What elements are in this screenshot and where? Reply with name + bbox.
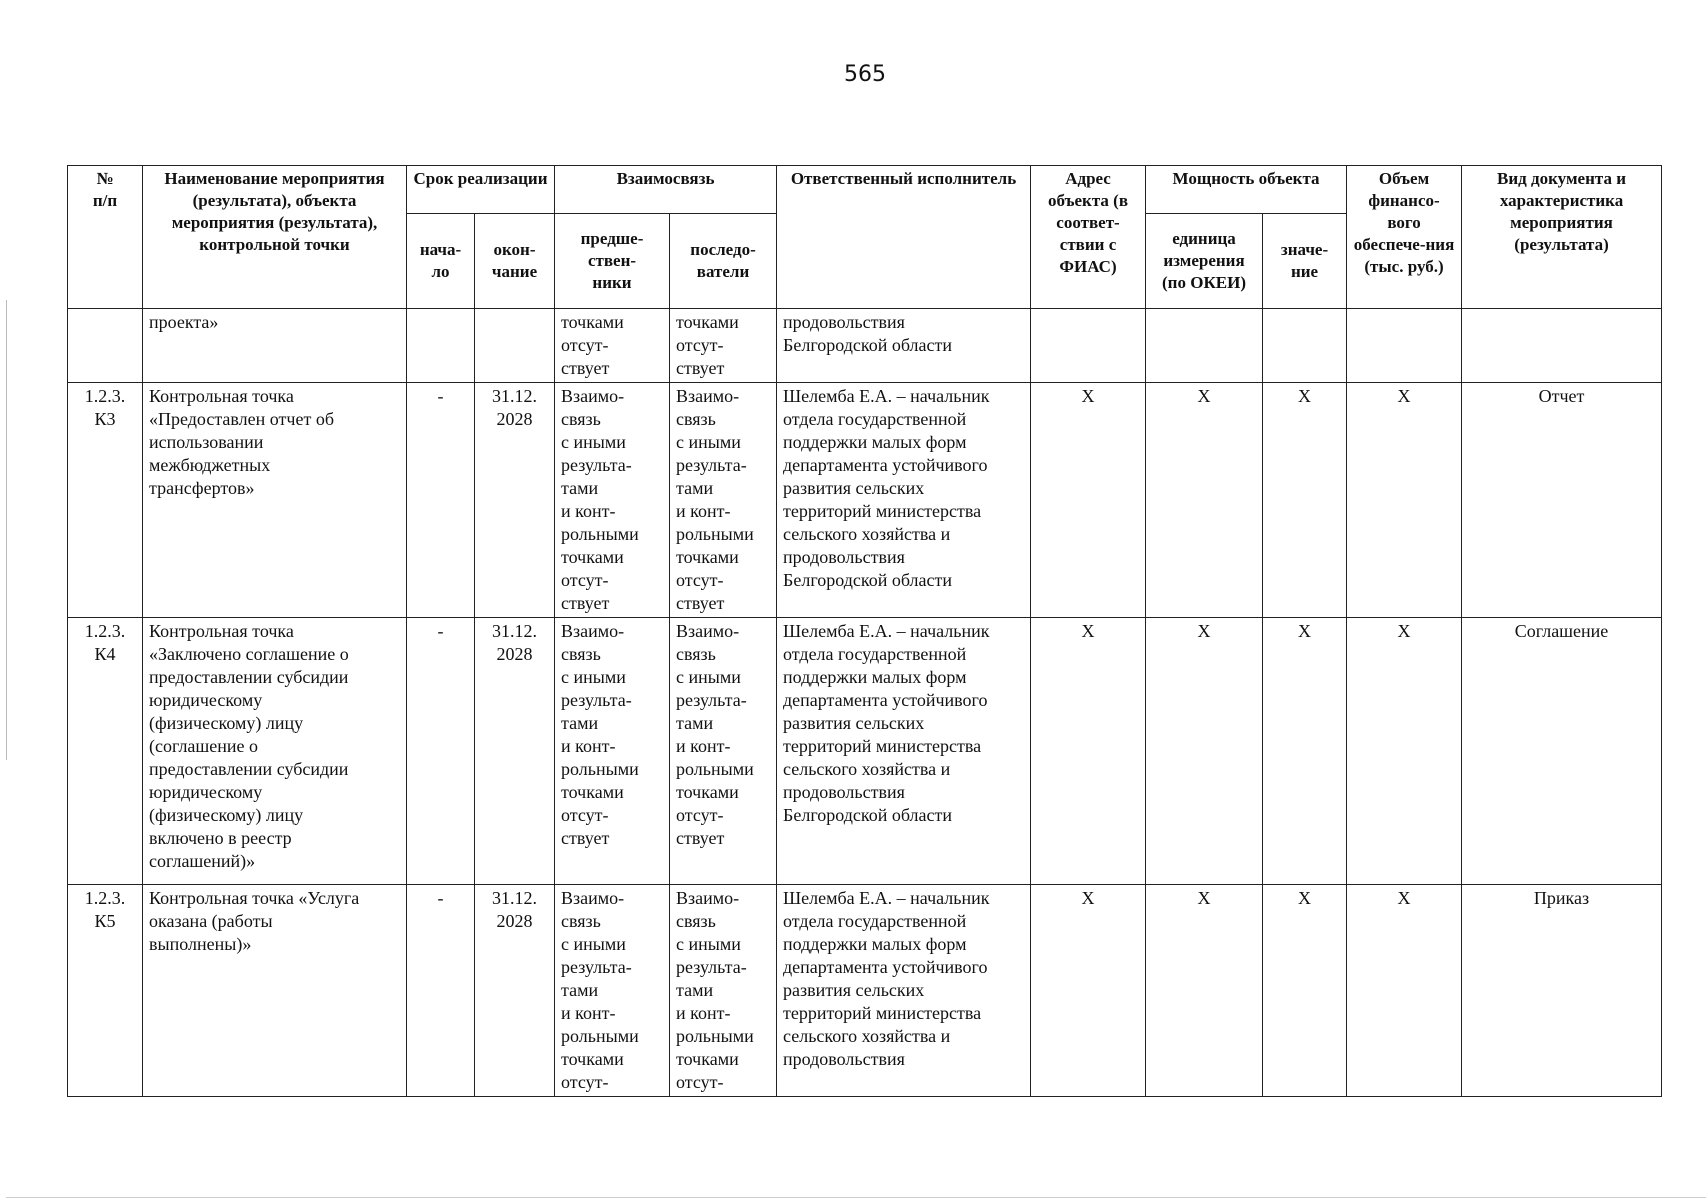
scan-edge-line (6, 300, 7, 760)
table-row (68, 618, 1662, 885)
row-number (68, 309, 143, 383)
header-address: Адрес объекта (в соответ-ствии с ФИАС) (1031, 166, 1146, 309)
row-predecessors: точками отсут- ствует (555, 309, 670, 383)
row-address: X (1031, 383, 1146, 618)
row-end: 31.12. 2028 (475, 618, 555, 885)
row-name: Контрольная точка «Услуга оказана (работы выполнены)» (143, 885, 407, 1097)
row-name: проекта» (143, 309, 407, 383)
row-address (1031, 309, 1146, 383)
header-capacity-value: значе- ние (1263, 214, 1347, 309)
page-number: 565 (844, 62, 886, 87)
header-term-end: окон- чание (475, 214, 555, 309)
row-doc-type: Отчет (1462, 383, 1662, 618)
table-row (68, 383, 1662, 618)
row-successors: Взаимо- связь с иными результа- тами и конт- рольными точками отсут- ствует (670, 383, 777, 618)
row-responsible: Шелемба Е.А. – начальник отдела государственной поддержки малых форм департамента устойчивого развития сельских территорий министерства сельского хозяйства и продовольствия (777, 885, 1031, 1097)
row-capacity-unit: X (1146, 383, 1263, 618)
header-term-start: нача- ло (407, 214, 475, 309)
row-name: Контрольная точка «Заключено соглашение о предоставлении субсидии юридическому (физическому) лицу (соглашение о предоставлении субсидии юридическому (физическому) лицу включено в реестр соглашений)» (143, 618, 407, 885)
row-predecessors: Взаимо- связь с иными результа- тами и конт- рольными точками отсут- ствует (555, 618, 670, 885)
row-number: 1.2.3. К4 (68, 618, 143, 885)
row-responsible: Шелемба Е.А. – начальник отдела государственной поддержки малых форм департамента устойчивого развития сельских территорий министерства сельского хозяйства и продовольствия Белгородской области (777, 383, 1031, 618)
row-start: - (407, 885, 475, 1097)
row-capacity-value: X (1263, 885, 1347, 1097)
row-volume (1347, 309, 1462, 383)
header-relation: Взаимосвязь (555, 166, 777, 214)
row-address: X (1031, 885, 1146, 1097)
row-end: 31.12. 2028 (475, 885, 555, 1097)
row-responsible: Шелемба Е.А. – начальник отдела государственной поддержки малых форм департамента устойчивого развития сельских территорий министерства сельского хозяйства и продовольствия Белгородской области (777, 618, 1031, 885)
measures-table (67, 165, 1662, 1097)
header-term: Срок реализации (407, 166, 555, 214)
row-capacity-value (1263, 309, 1347, 383)
header-capacity-unit: единица измерения (по ОКЕИ) (1146, 214, 1263, 309)
row-start: - (407, 618, 475, 885)
table-header (68, 166, 1662, 309)
row-end: 31.12. 2028 (475, 383, 555, 618)
row-responsible: продовольствия Белгородской области (777, 309, 1031, 383)
scan-bottom-line (6, 1197, 1706, 1198)
row-capacity-value: X (1263, 383, 1347, 618)
row-capacity-value: X (1263, 618, 1347, 885)
header-relation-next: последо- ватели (670, 214, 777, 309)
row-start (407, 309, 475, 383)
row-number: 1.2.3. К5 (68, 885, 143, 1097)
row-volume: X (1347, 885, 1462, 1097)
row-capacity-unit (1146, 309, 1263, 383)
row-volume: X (1347, 383, 1462, 618)
row-start: - (407, 383, 475, 618)
row-predecessors: Взаимо- связь с иными результа- тами и конт- рольными точками отсут- (555, 885, 670, 1097)
row-address: X (1031, 618, 1146, 885)
table-body (68, 309, 1662, 1097)
header-num: № п/п (68, 166, 143, 309)
row-capacity-unit: X (1146, 618, 1263, 885)
header-capacity: Мощность объекта (1146, 166, 1347, 214)
row-end (475, 309, 555, 383)
row-capacity-unit: X (1146, 885, 1263, 1097)
row-successors: Взаимо- связь с иными результа- тами и конт- рольными точками отсут- ствует (670, 618, 777, 885)
header-relation-prev: предше- ствен- ники (555, 214, 670, 309)
row-successors: точками отсут- ствует (670, 309, 777, 383)
header-responsible: Ответственный исполнитель (777, 166, 1031, 309)
table-row (68, 309, 1662, 383)
row-name: Контрольная точка «Предоставлен отчет об использовании межбюджетных трансфертов» (143, 383, 407, 618)
row-successors: Взаимо- связь с иными результа- тами и конт- рольными точками отсут- (670, 885, 777, 1097)
row-doc-type: Приказ (1462, 885, 1662, 1097)
header-name: Наименование мероприятия (результата), объекта мероприятия (результата), контрольной точки (143, 166, 407, 309)
header-volume: Объем финансо-вого обеспече-ния (тыс. руб.) (1347, 166, 1462, 309)
row-predecessors: Взаимо- связь с иными результа- тами и конт- рольными точками отсут- ствует (555, 383, 670, 618)
table-row (68, 885, 1662, 1097)
row-number: 1.2.3. К3 (68, 383, 143, 618)
row-volume: X (1347, 618, 1462, 885)
header-doc-type: Вид документа и характеристика мероприятия (результата) (1462, 166, 1662, 309)
row-doc-type: Соглашение (1462, 618, 1662, 885)
row-doc-type (1462, 309, 1662, 383)
